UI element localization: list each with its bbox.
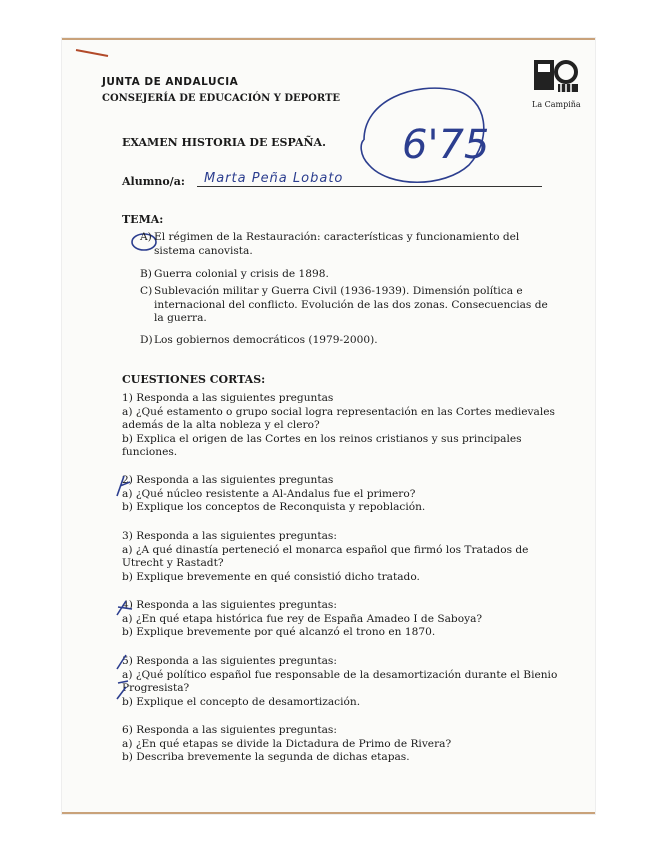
short-questions-label: CUESTIONES CORTAS: [122, 373, 266, 386]
exam-sheet [62, 38, 595, 814]
institution-name: JUNTA DE ANDALUCIA [102, 76, 239, 88]
logo-label: La Campiña [532, 100, 581, 109]
question-block: 1) Responda a las siguientes preguntas a) ¿Qué estamento o grupo social logra representación en las Cortes medievales además de la alta nobleza y el clero? b) Explica el origen de las Cortes en los reinos cristianos y sus principales funciones. [122, 392, 555, 458]
tema-label: TEMA: [122, 213, 164, 226]
topic-item: C) Sublevación militar y Guerra Civil (1936-1939). Dimensión política e internacional del conflicto. Evolución de las dos zonas. Consecuencias de la guerra. [140, 285, 548, 324]
school-logo [530, 54, 582, 100]
pen-checkmark [114, 472, 136, 500]
question-block: 3) Responda a las siguientes preguntas: a) ¿A qué dinastía perteneció el monarca español que firmó los Tratados de Utrecht y Rastadt? b) Explique brevemente en qué consistió dicho tratado. [122, 530, 529, 583]
student-name: Marta Peña Lobato [204, 171, 344, 186]
student-label: Alumno/a: [122, 175, 185, 188]
topic-item: B) Guerra colonial y crisis de 1898. [140, 268, 329, 280]
topic-item: D)Los gobiernos democráticos (1979-2000). [140, 334, 378, 346]
pen-checkmark [114, 653, 136, 703]
pen-checkmark [114, 597, 136, 619]
exam-title: EXAMEN HISTORIA DE ESPAÑA. [122, 136, 326, 149]
question-block: 5) Responda a las siguientes preguntas: a) ¿Qué político español fue responsable de la desamortización durante el Bienio Progresista? b) Explique el concepto de desamortización. [122, 655, 558, 708]
question-block: 6) Responda a las siguientes preguntas: a) ¿En qué etapas se divide la Dictadura de Primo de Rivera? b) Describa brevemente la segunda de dichas etapas. [122, 724, 452, 763]
topic-item: A) El régimen de la Restauración: características y funcionamiento del sistema canovista. [140, 231, 520, 257]
question-block: 4) Responda a las siguientes preguntas: a) ¿En qué etapa histórica fue rey de España Amadeo I de Saboya? b) Explique brevemente por qué alcanzó el trono en 1870. [122, 599, 483, 638]
department-name: CONSEJERÍA DE EDUCACIÓN Y DEPORTE [102, 93, 341, 104]
grade-value: 6'75 [402, 122, 490, 168]
pen-stroke-mark [74, 44, 114, 64]
question-block: 2) Responda a las siguientes preguntas a) ¿Qué núcleo resistente a Al-Andalus fue el primero? b) Explique los conceptos de Reconquista y repoblación. [122, 474, 426, 513]
grade-circle [354, 80, 494, 190]
